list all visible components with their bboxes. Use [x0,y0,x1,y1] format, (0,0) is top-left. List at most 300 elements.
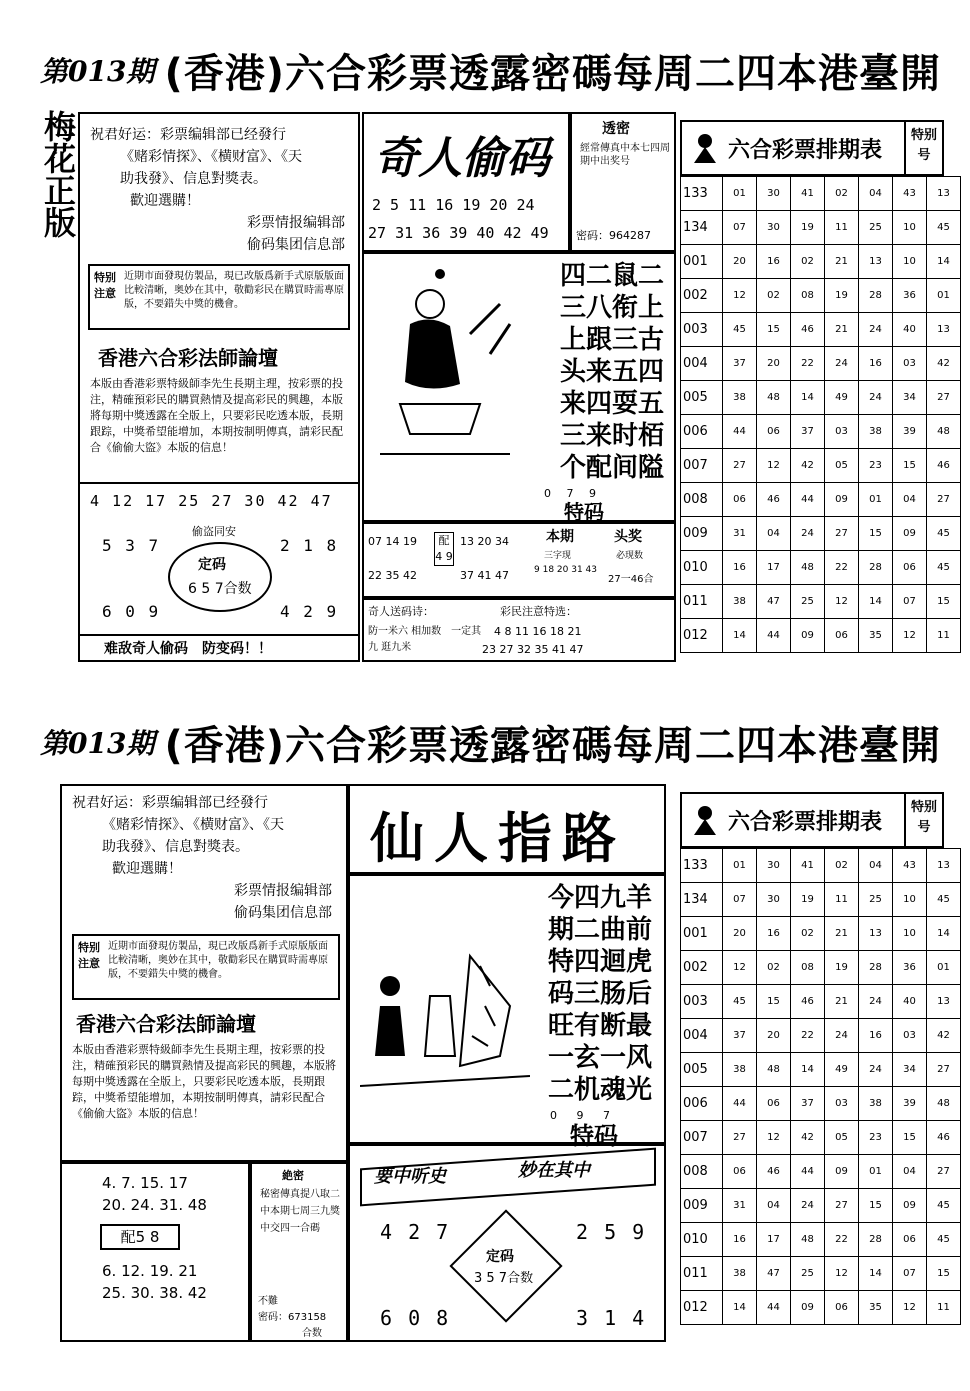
number-cell: 36 [893,951,927,985]
number-cell: 13 [927,313,961,347]
number-bottom-left: 6 0 8 [380,1306,451,1330]
number-cell: 15 [893,1121,927,1155]
issue-cell: 004 [681,347,723,381]
number-cell: 48 [927,415,961,449]
pei-numbers: 4 9 [435,550,453,563]
circle-numbers: 0 7 9 [544,487,602,500]
number-cell: 06 [723,483,757,517]
number-cell: 20 [723,245,757,279]
number-cell: 12 [723,951,757,985]
number-cell: 45 [927,1223,961,1257]
schedule-row [681,279,961,313]
number-cell: 24 [825,1019,859,1053]
poem-line: 三来时栢 [559,421,664,451]
number-cell: 44 [791,1155,825,1189]
brand-numbers: 27 31 36 39 40 42 49 [368,224,549,242]
number-cell: 22 [825,1223,859,1257]
number-cell: 48 [927,1087,961,1121]
forum-text: 本版由香港彩票特級師李先生長期主理，按彩票的投注，精確預彩民的購買熱情及提高彩民的興趣，本版將每期中獎透露在全版上，只要彩民吃透本版，長期跟踪，中獎希望能增加，本期按制明傳真，請彩民配合《偷偷大盜》本版的信息！ [90,377,343,454]
number-cell: 15 [859,1189,893,1223]
secret-text: 秘密傳真提八取二中本期七周三九獎中交四一合碼 [260,1189,340,1234]
issue-cell: 001 [681,245,723,279]
schedule-row [681,415,961,449]
issue-cell: 005 [681,1053,723,1087]
number-cell: 38 [723,1257,757,1291]
pei-text: 配 [438,534,450,547]
number-cell: 48 [791,551,825,585]
number-cell: 07 [723,211,757,245]
number-cell: 30 [757,177,791,211]
numbers-line: 25. 30. 38. 42 [102,1284,207,1302]
number-cell: 30 [757,211,791,245]
number-cell: 42 [927,1019,961,1053]
number-cell: 43 [893,177,927,211]
schedule-row [681,1291,961,1325]
number-cell: 14 [927,917,961,951]
number-right-b: 4 2 9 [280,602,339,621]
issue-cell: 012 [681,619,723,653]
number-cell: 07 [893,585,927,619]
number-cell: 37 [723,1019,757,1053]
top-sheet [0,40,970,680]
benqi-label: 本期 [546,529,574,545]
issue-cell: 134 [681,211,723,245]
number-cell: 35 [859,1291,893,1325]
issue-cell: 007 [681,1121,723,1155]
number-cell: 15 [859,517,893,551]
poem-line: 一玄一风 [547,1043,652,1073]
number-cell: 21 [825,245,859,279]
number-cell: 24 [859,381,893,415]
schedule-row [681,245,961,279]
number-cell: 12 [757,449,791,483]
pei-label [434,532,454,566]
number-cell: 15 [893,449,927,483]
number-cell: 17 [757,551,791,585]
issue-cell: 009 [681,517,723,551]
benqi-numbers: 9 18 20 31 43 [534,565,597,575]
schedule-row [681,1189,961,1223]
number-cell: 09 [893,1189,927,1223]
number-cell: 45 [927,883,961,917]
notice-line: 《赌彩情探》、《横财富》、《天 [120,149,302,165]
number-cell: 34 [893,381,927,415]
pei-box: 配5 8 [100,1224,180,1250]
number-cell: 16 [859,347,893,381]
schedule-row [681,917,961,951]
numbers-line: 20. 24. 31. 48 [102,1196,207,1214]
number-cell: 09 [825,483,859,517]
brand-box [362,112,570,252]
numbers-line: 4. 7. 15. 17 [102,1174,188,1192]
number-cell: 16 [859,1019,893,1053]
left-panel [78,112,360,662]
number-row: 4 12 17 25 27 30 42 47 [90,492,333,510]
schedule-row [681,1257,961,1291]
schedule-row [681,1223,961,1257]
secret-title: 絶密 [282,1169,304,1182]
number-cell: 37 [723,347,757,381]
number-cell: 27 [927,483,961,517]
schedule-row [681,1121,961,1155]
poem-line: 头来五四 [559,357,664,387]
phone: 密码：964287 [576,229,651,242]
number-cell: 11 [825,883,859,917]
number-cell: 14 [791,1053,825,1087]
issue-cell: 003 [681,313,723,347]
number-cell: 13 [927,177,961,211]
dingma-oval [168,542,272,612]
number-cell: 02 [825,177,859,211]
figure-illustration [370,264,520,464]
number-cell: 05 [825,449,859,483]
number-right-a: 2 1 8 [280,536,339,555]
number-cell: 14 [723,1291,757,1325]
number-cell: 28 [859,951,893,985]
number-cell: 16 [757,245,791,279]
tou-title: 透密 [602,121,630,137]
number-cell: 42 [791,449,825,483]
number-cell: 06 [757,1087,791,1121]
banner-left: 要中听史 [374,1166,446,1187]
caimin-numbers: 4 8 11 16 18 21 [494,625,582,638]
number-cell: 20 [757,347,791,381]
number-cell: 08 [791,279,825,313]
schedule-header [680,792,944,848]
poem-text [524,260,664,484]
number-cell: 22 [825,551,859,585]
number-cell: 04 [893,1155,927,1189]
number-cell: 25 [791,585,825,619]
schedule-row [681,177,961,211]
schedule-row [681,985,961,1019]
number-cell: 48 [791,1223,825,1257]
brand-numbers: 2 5 11 16 19 20 24 [372,196,535,214]
number-cell: 12 [893,619,927,653]
number-cell: 43 [893,849,927,883]
number-cell: 03 [825,415,859,449]
number-cell: 12 [825,585,859,619]
number-cell: 46 [757,483,791,517]
poem-line: 旺有断最 [547,1011,652,1041]
dingma-box [348,1144,666,1342]
number-cell: 07 [723,883,757,917]
number-cell: 24 [859,1053,893,1087]
poem-line: 今四九羊 [547,883,652,913]
buyi-label: 不難 [258,1296,278,1307]
poem-line: 四二鼠二 [559,261,664,291]
number-cell: 28 [859,279,893,313]
schedule-row [681,951,961,985]
mascot-icon [688,131,722,165]
issue-cell: 003 [681,985,723,1019]
number-cell: 07 [893,1257,927,1291]
number-cell: 38 [723,1053,757,1087]
number-cell: 42 [791,1121,825,1155]
number-cell: 14 [859,1257,893,1291]
poem-box [362,252,676,522]
warning-tag: 特别注意 [94,271,116,300]
number-cell: 10 [893,211,927,245]
issue-cell: 011 [681,1257,723,1291]
poem-line: 期二曲前 [547,915,652,945]
numbers-line: 6. 12. 19. 21 [102,1262,198,1280]
special-label: 特别号 [904,122,942,174]
warning-tag: 特别注意 [78,941,100,970]
warning-box [72,934,340,1000]
number-cell: 15 [757,313,791,347]
issue-cell: 004 [681,1019,723,1053]
number-cell: 24 [791,1189,825,1223]
number-cell: 42 [927,347,961,381]
notice-line: 助我發》、信息對獎表。 [102,839,249,855]
poem-line: 码三肠后 [547,979,652,1009]
number-cell: 44 [757,619,791,653]
number-cell: 01 [859,483,893,517]
number-cell: 41 [791,849,825,883]
number-top-left: 4 2 7 [380,1220,451,1244]
number-cell: 09 [791,1291,825,1325]
issue-cell: 134 [681,883,723,917]
side-title: 梅花正版 [39,110,77,238]
issue-cell: 006 [681,1087,723,1121]
number-cell: 24 [859,985,893,1019]
forum-title: 香港六合彩法師論壇 [98,346,278,370]
number-cell: 06 [757,415,791,449]
issue-cell: 011 [681,585,723,619]
schedule-row [681,551,961,585]
warning-text: 近期市面發現仿製品，現已改版爲新手式原版版面比較清晰，奥妙在其中，敬勸彩民在購買時需專原版，不要錯失中獎的機會。 [124,271,344,310]
schedule-table [680,848,961,1325]
number-cell: 25 [859,211,893,245]
number-cell: 11 [927,1291,961,1325]
number-cell: 46 [757,1155,791,1189]
issue-cell: 133 [681,177,723,211]
number-cell: 20 [723,917,757,951]
issue-cell: 002 [681,279,723,313]
number-cell: 16 [723,1223,757,1257]
brand-title: 仙人指路 [370,806,626,870]
number-cell: 25 [859,883,893,917]
schedule-row [681,211,961,245]
mascot-icon [688,803,722,837]
caimin-numbers: 23 27 32 35 41 47 [482,643,584,656]
circle-numbers: 0 9 7 [550,1109,618,1122]
notice-line: 歡迎選購！ [112,861,182,877]
issue-cell: 010 [681,1223,723,1257]
number-cell: 15 [757,985,791,1019]
number-cell: 24 [791,517,825,551]
bottom-sheet [0,712,970,1352]
number-left-a: 5 3 7 [102,536,161,555]
number-cell: 16 [757,917,791,951]
mini-box [362,522,676,598]
issue-cell: 008 [681,1155,723,1189]
number-cell: 47 [757,585,791,619]
number-cell: 40 [893,313,927,347]
dingma-label: 定码 [486,1249,514,1265]
issue-cell: 007 [681,449,723,483]
number-cell: 06 [893,1223,927,1257]
number-cell: 24 [859,313,893,347]
schedule-row [681,1087,961,1121]
number-cell: 28 [859,1223,893,1257]
mini-numbers: 22 35 42 [368,569,417,582]
schedule-row [681,585,961,619]
number-cell: 01 [927,951,961,985]
number-cell: 01 [859,1155,893,1189]
notice [90,124,355,256]
number-cell: 01 [723,849,757,883]
schedule-row [681,1053,961,1087]
tema-label: 特码 [564,500,604,524]
number-cell: 04 [893,483,927,517]
number-cell: 24 [825,347,859,381]
schedule-row [681,849,961,883]
number-cell: 14 [791,381,825,415]
notice-line: 祝君好运：彩票编辑部已经發行 [90,127,286,143]
mini-numbers: 37 41 47 [460,569,509,582]
number-cell: 15 [927,585,961,619]
number-cell: 06 [825,1291,859,1325]
issue-cell: 002 [681,951,723,985]
number-cell: 12 [723,279,757,313]
issue-number: 第013期 [40,727,155,760]
number-cell: 49 [825,1053,859,1087]
heshu-small: 合数 [302,1328,322,1339]
notice-sign: 偷码集团信息部 [247,237,345,253]
number-cell: 34 [893,1053,927,1087]
number-cell: 21 [825,917,859,951]
number-cell: 37 [791,415,825,449]
number-cell: 02 [757,951,791,985]
number-cell: 38 [723,381,757,415]
number-cell: 06 [723,1155,757,1189]
numbers-box [60,1162,250,1342]
number-cell: 45 [927,211,961,245]
number-cell: 27 [927,1155,961,1189]
number-cell: 39 [893,1087,927,1121]
schedule-row [681,517,961,551]
number-top-right: 2 5 9 [576,1220,647,1244]
headline: (香港)六合彩票透露密碼每周二四本港臺開 [164,722,942,769]
number-cell: 48 [757,1053,791,1087]
poem-label: 奇人送码诗： [368,605,434,618]
issue-number: 第013期 [40,55,155,88]
number-cell: 13 [927,985,961,1019]
number-cell: 45 [723,985,757,1019]
number-cell: 03 [893,1019,927,1053]
number-cell: 27 [927,381,961,415]
number-cell: 41 [791,177,825,211]
number-cell: 44 [723,415,757,449]
number-cell: 44 [791,483,825,517]
warning-text: 近期市面發現仿製品，現已改版爲新手式原版版面比較清晰，奥妙在其中，敬勸彩民在購買時需專原版，不要錯失中獎的機會。 [108,941,328,980]
number-cell: 02 [791,245,825,279]
schedule-row [681,483,961,517]
number-cell: 15 [927,1257,961,1291]
tou-text: 經常傳真中本七四周期中出奖号 [580,143,670,167]
number-cell: 01 [927,279,961,313]
notice-sign: 偷码集团信息部 [234,905,332,921]
schedule-row [681,619,961,653]
number-cell: 11 [825,211,859,245]
number-cell: 16 [723,551,757,585]
caimin-label: 彩民注意特选： [500,605,577,618]
number-cell: 04 [859,849,893,883]
figure-illustration [360,946,530,1106]
number-cell: 12 [893,1291,927,1325]
number-cell: 17 [757,1223,791,1257]
top-title [40,40,940,100]
schedule-header [680,120,944,176]
schedule-row [681,347,961,381]
notice-line: 助我發》、信息對獎表。 [120,171,267,187]
headline: (香港)六合彩票透露密碼每周二四本港臺開 [164,50,942,97]
number-cell: 22 [791,1019,825,1053]
code: 密码：673158 [258,1312,327,1323]
notice-line: 《赌彩情探》、《横财富》、《天 [102,817,284,833]
issue-cell: 010 [681,551,723,585]
number-cell: 03 [893,347,927,381]
poem-line: 特四迴虎 [547,947,652,977]
issue-cell: 012 [681,1291,723,1325]
number-cell: 02 [791,917,825,951]
issue-cell: 133 [681,849,723,883]
divider [80,634,358,636]
schedule-row [681,449,961,483]
heshu-label: 3 5 7合数 [474,1271,534,1286]
schedule-row [681,313,961,347]
poem-line: 个配间隘 [559,453,664,483]
number-cell: 27 [825,1189,859,1223]
number-cell: 31 [723,1189,757,1223]
number-cell: 35 [859,619,893,653]
center-tag: 偷盗同安 [192,525,236,538]
notice-line: 祝君好运：彩票编辑部已经發行 [72,795,268,811]
forum-title: 香港六合彩法師論壇 [76,1012,256,1036]
notice-sign: 彩票情报编辑部 [247,215,345,231]
number-cell: 25 [791,1257,825,1291]
number-cell: 23 [859,1121,893,1155]
number-cell: 36 [893,279,927,313]
issue-cell: 001 [681,917,723,951]
issue-cell: 008 [681,483,723,517]
number-cell: 13 [859,245,893,279]
warning-box [88,264,350,330]
notice-line: 歡迎選購！ [130,193,200,209]
secret-box [250,1162,348,1342]
issue-cell: 009 [681,1189,723,1223]
number-cell: 28 [859,551,893,585]
number-cell: 04 [859,177,893,211]
tou-box [570,112,676,252]
issue-cell: 005 [681,381,723,415]
schedule-row [681,1019,961,1053]
number-cell: 27 [927,1053,961,1087]
number-cell: 39 [893,415,927,449]
poem-line: 三八衔上 [559,293,664,323]
toujiang-numbers: 27一46合 [608,574,654,585]
toujiang-text: 必现数 [616,551,644,561]
number-cell: 02 [825,849,859,883]
number-cell: 30 [757,849,791,883]
number-cell: 04 [757,517,791,551]
number-cell: 09 [825,1155,859,1189]
poem-text [512,882,652,1106]
banner-right: 妙在其中 [518,1160,590,1181]
number-cell: 10 [893,917,927,951]
